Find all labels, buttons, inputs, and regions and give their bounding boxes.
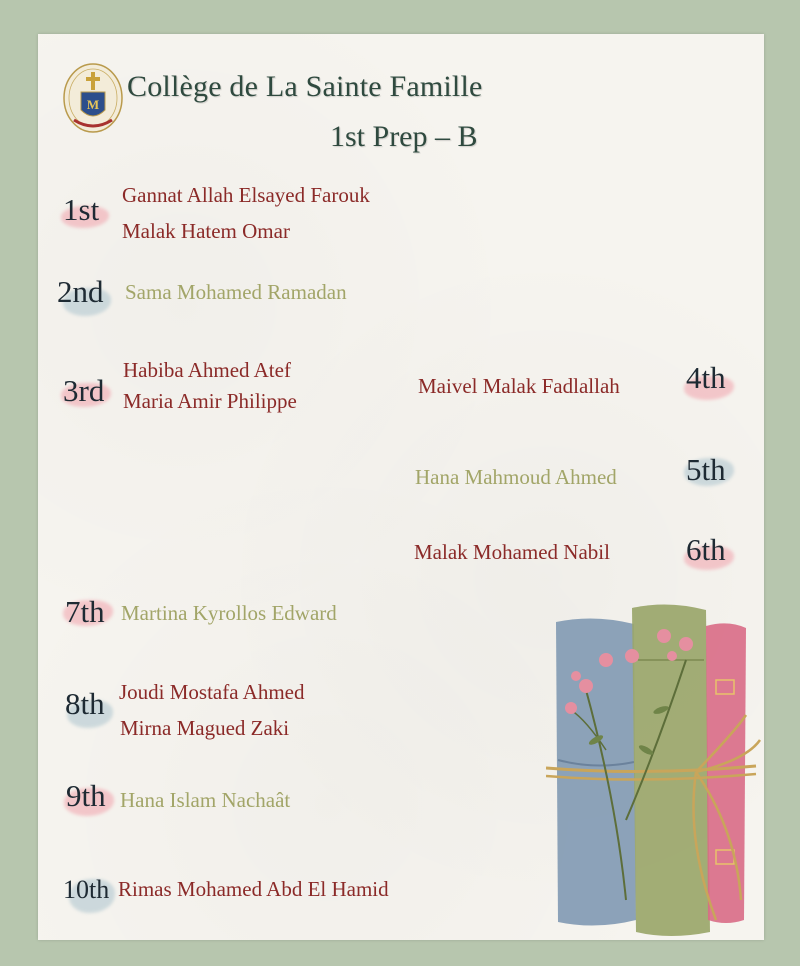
list-item-name: Maivel Malak Fadlallah [418,374,620,398]
list-item-name: Martina Kyrollos Edward [121,601,337,625]
books-with-flowers-illustration [546,600,766,940]
list-item-name: Mirna Magued Zaki [120,716,290,740]
list-item-name: Joudi Mostafa Ahmed [119,680,305,704]
svg-text:M: M [86,97,100,112]
rank-label-9th: 9th [66,778,106,814]
rank-label-1st: 1st [63,192,99,228]
list-item-name: Hana Mahmoud Ahmed [415,465,617,489]
rank-label-5th: 5th [686,452,726,488]
page-title: Collège de La Sainte Famille [127,70,483,103]
list-item-name: Malak Mohamed Nabil [414,540,610,564]
rank-label-4th: 4th [686,360,726,396]
rank-label-10th: 10th [63,875,109,905]
rank-label-3rd: 3rd [63,373,104,409]
rank-label-8th: 8th [65,686,105,722]
school-crest-icon [62,62,124,134]
list-item-name: Sama Mohamed Ramadan [125,280,347,304]
list-item-name: Malak Hatem Omar [122,219,290,243]
list-item-name: Habiba Ahmed Atef [123,358,291,382]
rank-label-2nd: 2nd [57,274,104,310]
class-subtitle: 1st Prep – B [330,120,478,153]
list-item-name: Gannat Allah Elsayed Farouk [122,183,370,207]
list-item-name: Hana Islam Nachaât [120,788,291,812]
rank-label-6th: 6th [686,532,726,568]
rank-label-7th: 7th [65,594,105,630]
list-item-name: Maria Amir Philippe [123,389,297,413]
list-item-name: Rimas Mohamed Abd El Hamid [118,877,389,901]
